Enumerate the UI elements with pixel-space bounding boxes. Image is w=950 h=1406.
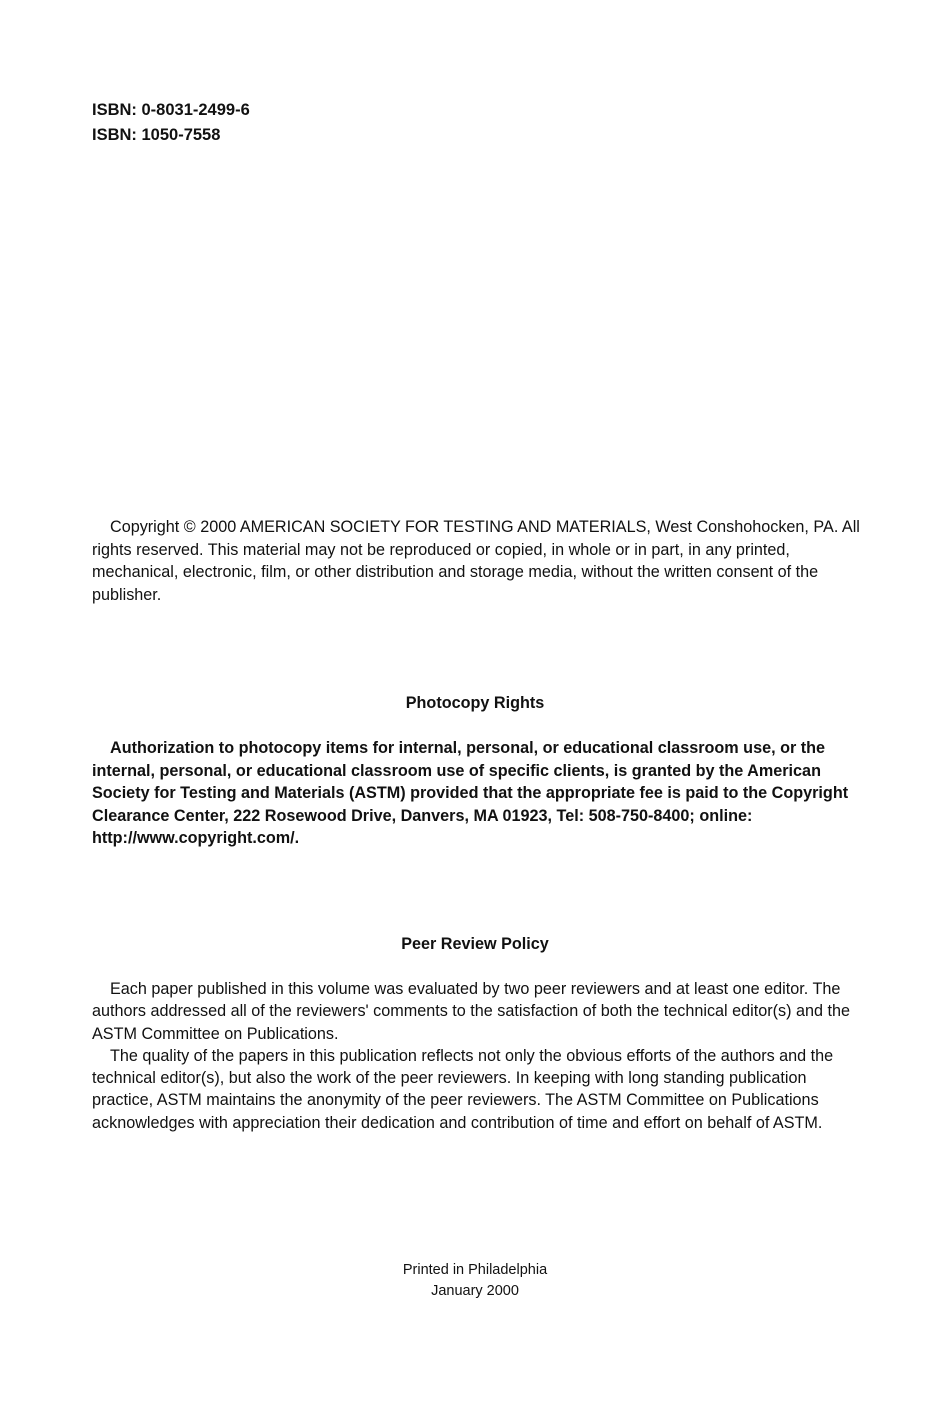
photocopy-rights-heading: Photocopy Rights — [405, 694, 545, 712]
printed-location: Printed in Philadelphia — [402, 1262, 548, 1278]
printed-date: January 2000 — [431, 1283, 519, 1299]
isbn-block — [92, 98, 250, 148]
peer-review-paragraph-2: The quality of the papers in this publication reflects not only the obvious efforts of the authors and the technical editor(s), but also the work of the peer reviewers. In keeping with long standing publication practice, ASTM maintains the anonymity of the peer reviewers. The ASTM Committee on Publications acknowledges with appreciation their dedication and contribution of time and effort on behalf of ASTM. — [92, 1046, 834, 1132]
imprint-block — [0, 1260, 950, 1302]
isbn-line-2: ISBN: 1050-7558 — [92, 126, 221, 144]
photocopy-rights-body: Authorization to photocopy items for internal, personal, or educational classroom use, or the internal, personal, or educational classroom use of specific clients, is granted by the American Society for Testing and Materials (ASTM) provided that the appropriate fee is paid to the Copyright Clearance Center, 222 Rosewood Drive, Danvers, MA 01923, Tel: 508-750-8400; online: http://www.copyright.com/. — [92, 739, 849, 847]
peer-review-paragraph-1: Each paper published in this volume was evaluated by two peer reviewers and at least one editor. The authors addressed all of the reviewers' comments to the satisfaction of both the technical editor(s) and the ASTM Committee on Publications. — [92, 980, 851, 1043]
isbn-line-1: ISBN: 0-8031-2499-6 — [92, 101, 250, 119]
peer-review-heading: Peer Review Policy — [401, 935, 549, 953]
copyright-notice: Copyright © 2000 AMERICAN SOCIETY FOR TESTING AND MATERIALS, West Conshohocken, PA. All rights reserved. This material may not be reproduced or copied, in whole or in part, in any printed, mechanical, electronic, film, or other distribution and storage media, without the written consent of the publisher. — [92, 518, 860, 604]
peer-review-body — [92, 978, 862, 1134]
